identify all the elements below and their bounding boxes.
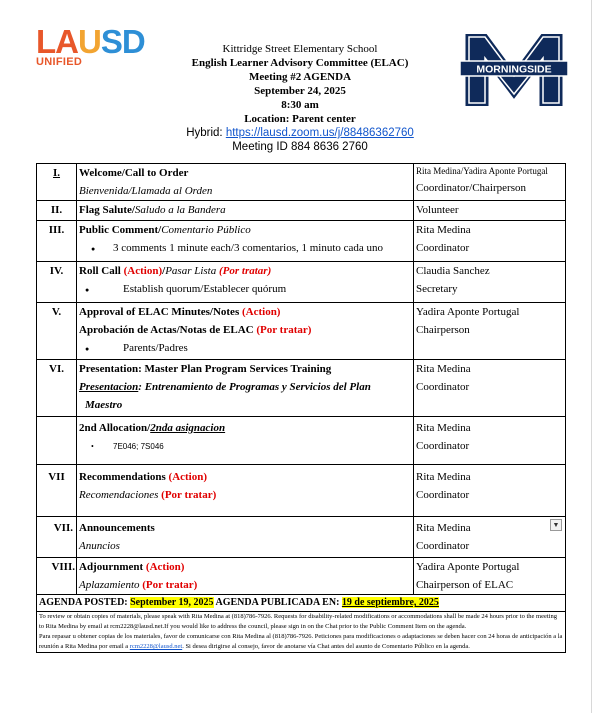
table-row xyxy=(37,164,566,201)
item-title: 2nd Allocation/2nda asignacion xyxy=(79,422,226,434)
lausd-logo xyxy=(36,23,161,68)
item-number: VII. xyxy=(37,517,77,558)
item-title: Announcements xyxy=(79,522,155,534)
item-description xyxy=(77,262,414,303)
presenter-role: Secretary xyxy=(416,283,458,295)
morningside-banner-text: MORNINGSIDE xyxy=(476,63,552,76)
item-presenter xyxy=(414,221,566,262)
meeting-date: September 24, 2025 xyxy=(254,85,346,97)
presenter-name: Rita Medina xyxy=(416,422,471,434)
item-description xyxy=(77,221,414,262)
table-row xyxy=(37,517,566,558)
presenter-name: Rita Medina/Yadira Aponte Portugal xyxy=(416,166,548,176)
meeting-id: Meeting ID 884 8636 2760 xyxy=(232,141,368,153)
dropdown-arrow-icon[interactable]: ▼ xyxy=(550,519,562,531)
table-row xyxy=(37,201,566,221)
logo-letter: D xyxy=(121,23,145,60)
item-title: Roll Call (Action)/Pasar Lista (Por tratar) xyxy=(79,265,272,277)
school-name: Kittridge Street Elementary School xyxy=(222,43,378,55)
item-presenter xyxy=(414,517,566,558)
item-number: I. xyxy=(37,164,77,201)
hybrid-label: Hybrid: xyxy=(186,127,226,139)
item-number xyxy=(37,417,77,465)
item-title: Welcome/Call to Order xyxy=(79,167,189,179)
presenter-role: Coordinator xyxy=(416,540,470,552)
agenda-posted-line xyxy=(37,595,566,612)
table-row xyxy=(37,360,566,417)
presenter-name: Rita Medina xyxy=(416,522,471,534)
item-presenter xyxy=(414,303,566,360)
item-bullet: ● 3 comments 1 minute each/3 comentarios, 1 minuto cada uno xyxy=(91,242,384,254)
item-description xyxy=(77,517,414,558)
presenter-name: Rita Medina xyxy=(416,363,471,375)
item-bullet: ● Establish quorum/Establecer quórum xyxy=(85,283,287,295)
item-subtitle: Presentacion: Entrenamiento de Programas y Servicios del Plan xyxy=(79,381,371,393)
item-presenter xyxy=(414,164,566,201)
presenter-name: Rita Medina xyxy=(416,224,471,236)
item-subtitle-end: Maestro xyxy=(85,399,123,411)
item-number: VII xyxy=(37,465,77,517)
zoom-link[interactable]: https://lausd.zoom.us/j/88486362760 xyxy=(225,127,414,139)
table-row xyxy=(37,595,566,612)
item-bullet: • 7E046; 7S046 xyxy=(91,442,164,451)
item-subtitle: Anuncios xyxy=(79,540,120,552)
presenter-name: Rita Medina xyxy=(416,471,471,483)
item-title-es: Aprobación de Actas/Notas de ELAC (Por tratar) xyxy=(79,324,312,336)
item-number: V. xyxy=(37,303,77,360)
presenter-role: Coordinator xyxy=(416,489,470,501)
logo-letter: S xyxy=(100,23,122,60)
item-description xyxy=(77,303,414,360)
item-title: Presentation: Master Plan Program Services Training xyxy=(79,363,332,375)
table-row xyxy=(37,221,566,262)
presenter-role: Chairperson xyxy=(416,324,470,336)
posted-date-es: 19 de septiembre, 2025 xyxy=(341,597,439,608)
lausd-unified-text: UNIFIED xyxy=(36,56,83,68)
item-description xyxy=(77,417,414,465)
table-row xyxy=(37,417,566,465)
posted-label-es: AGENDA PUBLICADA EN: xyxy=(213,597,342,608)
item-subtitle: Bienvenida/Llamada al Orden xyxy=(79,185,213,197)
presenter-name: Claudia Sanchez xyxy=(416,265,490,277)
lausd-wordmark xyxy=(36,25,161,58)
presenter-name: Yadira Aponte Portugal xyxy=(416,306,520,318)
presenter-role: Coordinator xyxy=(416,381,470,393)
fine-print xyxy=(37,612,566,653)
logo-letter: U xyxy=(78,23,101,60)
item-presenter xyxy=(414,465,566,517)
item-bullet: ● Parents/Padres xyxy=(85,342,188,354)
presenter-name: Volunteer xyxy=(416,204,459,216)
item-description xyxy=(77,360,414,417)
table-row xyxy=(37,612,566,653)
item-subtitle: Recomendaciones (Por tratar) xyxy=(79,489,217,501)
item-description xyxy=(77,558,414,595)
posted-date: September 19, 2025 xyxy=(130,597,214,608)
presenter-role: Coordinator xyxy=(416,242,470,254)
presenter-role: Chairperson of ELAC xyxy=(416,579,514,591)
item-number: VI. xyxy=(37,360,77,417)
item-number: III. xyxy=(37,221,77,262)
table-row xyxy=(37,558,566,595)
item-description xyxy=(77,465,414,517)
agenda-table xyxy=(36,163,566,653)
meeting-title: Meeting #2 AGENDA xyxy=(248,71,352,83)
morningside-logo xyxy=(460,34,568,106)
meeting-location: Location: Parent center xyxy=(244,113,356,125)
fine-print-es: Para repasar u obtener copias de los materiales, favor de comunicarse con Rita Medina al (818)786-7926. Peticiones para modificaciones o adaptaciones se deben hacer con 24 horas de anticipación a la reunión a Rita Medina por email a rcm2228@lausd.net. Si desea dirigirse al consejo, favor de anotarse vía Chat antes del asunto de Comentario Público en la agenda. xyxy=(39,633,563,650)
item-title: Public Comment/Comentario Público xyxy=(79,224,251,236)
presenter-role: Coordinator xyxy=(416,440,470,452)
item-description: Flag Salute/Saludo a la Bandera xyxy=(77,201,414,221)
item-number: II. xyxy=(37,201,77,221)
table-row xyxy=(37,262,566,303)
posted-label: AGENDA POSTED: xyxy=(39,597,131,608)
item-title: Recommendations (Action) xyxy=(79,471,208,483)
item-presenter xyxy=(414,558,566,595)
logo-letter: A xyxy=(55,23,79,60)
presenter-name: Yadira Aponte Portugal xyxy=(416,561,520,573)
logo-letter: L xyxy=(36,23,56,60)
item-number: VIII. xyxy=(37,558,77,595)
item-title: Adjournment (Action) xyxy=(79,561,185,573)
email-link[interactable]: rcm2228@lausd.net xyxy=(129,643,183,650)
hybrid-line xyxy=(150,127,450,140)
presenter-role: Coordinator/Chairperson xyxy=(416,182,526,194)
item-number: IV. xyxy=(37,262,77,303)
table-row xyxy=(37,465,566,517)
item-description xyxy=(77,164,414,201)
item-presenter xyxy=(414,201,566,221)
committee-name: English Learner Advisory Committee (ELAC) xyxy=(191,57,409,69)
item-presenter xyxy=(414,417,566,465)
item-presenter xyxy=(414,262,566,303)
item-subtitle: Aplazamiento (Por tratar) xyxy=(79,579,198,591)
meeting-time: 8:30 am xyxy=(281,99,319,111)
table-row xyxy=(37,303,566,360)
fine-print-en: To review or obtain copies of materials, please speak with Rita Medina at (818)786-7926. Requests for disability-related modifications or accommodations shall be made 24 hours prior to the meeting to Rita Medina by email at rcm2228@lausd.net.If you would like to address the council, please sign in on the Chat prior to the Public Comment Item on the agenda. xyxy=(39,613,557,630)
item-presenter xyxy=(414,360,566,417)
item-title: Approval of ELAC Minutes/Notes (Action) xyxy=(79,306,281,318)
